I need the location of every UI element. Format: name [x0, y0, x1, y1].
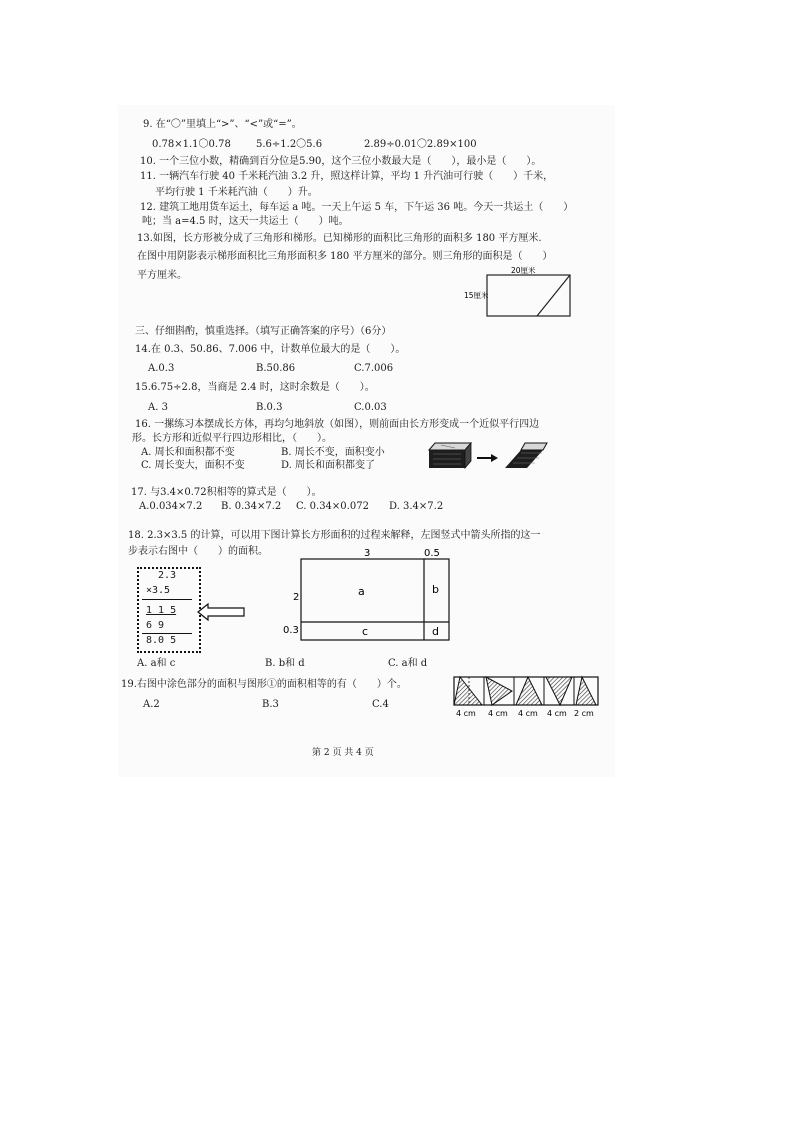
q10-text: 10. 一个三位小数，精确到百分位是5.90，这个三位小数最大是（ ），最小是（ ）。 — [140, 156, 542, 167]
q18-option-b: B. b和 d — [265, 658, 305, 669]
q16-option-c: C. 周长变大，面积不变 — [141, 460, 245, 471]
q11-line1: 11. 一辆汽车行驶 40 千米耗汽油 3.2 升，照这样计算，平均 1 升汽油可行驶（ ）千米， — [140, 171, 554, 182]
q18-calc-line-1 — [142, 599, 192, 600]
q18-area-model — [280, 545, 455, 643]
q16-notebook-stack-figure — [425, 438, 549, 472]
q17-option-b: B. 0.34×7.2 — [221, 501, 282, 512]
q11-line2: 平均行驶 1 千米耗汽油（ ）升。 — [155, 187, 318, 198]
q16-option-b: B. 周长不变，面积变小 — [281, 447, 385, 458]
q18-label-3: 3 — [364, 548, 371, 559]
q17-option-c: C. 0.34×0.072 — [296, 501, 369, 512]
q18-region-a: a — [358, 585, 365, 598]
q9-item-2: 5.6÷1.2〇5.6 — [256, 139, 323, 150]
q19-figure-1 — [454, 677, 482, 705]
q18-option-c: C. a和 d — [388, 658, 428, 669]
q13-line2: 在图中用阴影表示梯形面积比三角形面积多 180 平方厘米的部分。则三角形的面积是（ ） — [137, 251, 553, 262]
q14-option-c: C.7.006 — [354, 363, 394, 374]
q18-label-0-5: 0.5 — [424, 548, 440, 559]
q15-option-b: B.0.3 — [256, 402, 283, 413]
q19-label-3: 4 cm — [518, 709, 538, 718]
q19-option-b: B.3 — [262, 699, 279, 710]
q14-option-b: B.50.86 — [256, 363, 296, 374]
q18-label-0-3: 0.3 — [283, 625, 299, 636]
q19-figure-4 — [546, 677, 572, 705]
q14-option-a: A.0.3 — [148, 363, 175, 374]
q18-label-2: 2 — [293, 592, 300, 603]
q18-calc-row-5: 8.0 5 — [146, 635, 177, 646]
q18-line2: 步表示右图中（ ）的面积。 — [128, 546, 268, 557]
q19-label-4: 4 cm — [547, 709, 567, 718]
q18-calc-row-1: 2.3 — [158, 570, 177, 581]
q19-figure-3 — [516, 677, 542, 705]
q12-line1: 12. 建筑工地用货车运土，每车运 a 吨。一天上午运 5 车，下午运 36 吨。今天一共运土（ ） — [140, 202, 574, 213]
q13-diagonal — [537, 275, 570, 316]
q9-item-3: 2.89÷0.01〇2.89×100 — [364, 139, 477, 150]
q14-stem: 14.在 0.3、50.86、7.006 中，计数单位最大的是（ ）。 — [135, 344, 406, 355]
q18-calc-row-3: 1 1 5 — [146, 605, 177, 616]
q18-line1: 18. 2.3×3.5 的计算，可以用下图计算长方形面积的过程来解释，左图竖式中箭头所指的这一 — [128, 530, 541, 541]
q19-option-a: A.2 — [143, 699, 160, 710]
q19-label-1: 4 cm — [456, 709, 476, 718]
q18-calc-row-4: 6 9 — [146, 620, 165, 631]
q13-rectangle — [487, 275, 570, 316]
q13-line3: 平方厘米。 — [137, 270, 187, 281]
q15-option-c: C.0.03 — [354, 402, 387, 413]
q19-label-2: 4 cm — [488, 709, 508, 718]
q18-region-d: d — [432, 625, 439, 638]
q19-figure-5 — [576, 677, 596, 705]
q18-region-b: b — [432, 583, 439, 596]
q9-item-1: 0.78×1.1〇0.78 — [152, 139, 231, 150]
q19-option-c: C.4 — [372, 699, 389, 710]
q9-stem: 9. 在“〇”里填上“>”、“<”或“=”。 — [143, 119, 302, 130]
q16-line2: 形。长方形和近似平行四边形相比，（ ）。 — [132, 433, 332, 444]
q18-calc-row-2: ×3.5 — [146, 585, 171, 596]
q16-line1: 16. 一摞练习本摆成长方体，再均匀地斜放（如图），则前面由长方形变成一个近似平行四边 — [135, 419, 540, 430]
q16-option-a: A. 周长和面积都不变 — [141, 447, 235, 458]
q17-option-a: A.0.034×7.2 — [139, 501, 203, 512]
q19-shaded-figures — [452, 673, 602, 719]
q15-option-a: A. 3 — [148, 402, 168, 413]
q13-rectangle-figure — [455, 263, 585, 321]
q18-option-a: A. a和 c — [137, 658, 176, 669]
q19-stem: 19.右图中涂色部分的面积与图形①的面积相等的有（ ）个。 — [121, 679, 407, 690]
page-footer: 第 2 页 共 4 页 — [312, 748, 374, 758]
q15-stem: 15.6.75÷2.8，当商是 2.4 时，这时余数是（ ）。 — [135, 382, 375, 393]
q13-left-label: 15厘米 — [464, 291, 489, 300]
q13-line1: 13.如图，长方形被分成了三角形和梯形。已知梯形的面积比三角形的面积多 180 平方厘米. — [137, 233, 542, 244]
q12-line2: 吨；当 a=4.5 时，这天一共运土（ ）吨。 — [142, 216, 349, 227]
q19-label-5: 2 cm — [574, 709, 594, 718]
q13-top-label: 20厘米 — [511, 266, 536, 275]
q18-outer-rectangle — [301, 559, 449, 640]
q18-pointer-arrow — [196, 603, 248, 621]
section3-title: 三、仔细斟酌，慎重选择。（填写正确答案的序号）（6分） — [135, 326, 392, 337]
q16-option-d: D. 周长和面积都变了 — [281, 460, 376, 471]
q18-region-c: c — [362, 625, 369, 638]
q17-stem: 17. 与3.4×0.72积相等的算式是（ ）。 — [131, 487, 322, 498]
q17-option-d: D. 3.4×7.2 — [389, 501, 444, 512]
q19-figure-2 — [486, 677, 512, 705]
